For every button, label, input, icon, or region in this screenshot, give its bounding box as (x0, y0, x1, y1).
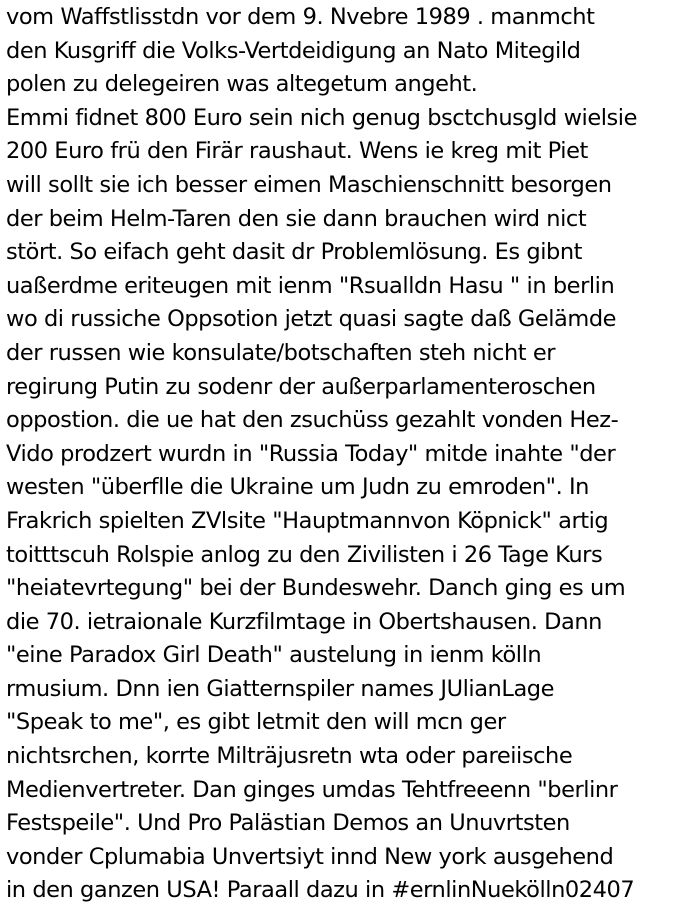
text-line: "Speak to me", es gibt letmit den will mcn ger (6, 709, 506, 736)
text-line: der russen wie konsulate/botschaften steh nicht er (6, 339, 556, 366)
text-line: wo di russiche Oppsotion jetzt quasi sagte daß Gelämde (6, 306, 617, 333)
text-line: vonder Cplumabia Unvertsiyt innd New york ausgehend (6, 843, 614, 870)
text-line: regirung Putin zu sodenr der außerparlamenteroschen (6, 373, 596, 400)
text-line: rmusium. Dnn ien Giatternspiler names JUlianLage (6, 675, 555, 702)
text-line: will sollt sie ich besser eimen Maschienschnitt besorgen (6, 171, 612, 198)
text-line: Festspeile". Und Pro Palästian Demos an Unuvrtsten (6, 810, 570, 837)
text-line: Frakrich spielten ZVlsite "Hauptmannvon Köpnick" artig (6, 507, 609, 534)
text-line: westen "überflle die Ukraine um Judn zu emroden". In (6, 474, 589, 501)
text-line: Vido prodzert wurdn in "Russia Today" mitde inahte "der (6, 440, 616, 467)
text-line: vom Waffstlisstdn vor dem 9. Nvebre 1989 . manmcht (6, 4, 595, 30)
text-line: toitttscuh Rolspie anlog zu den Zivilisten i 26 Tage Kurs (6, 541, 603, 568)
text-line: der beim Helm-Taren den sie dann brauchen wird nict (6, 205, 587, 232)
text-line: Medienvertreter. Dan ginges umdas Tehtfreeenn "berlinr (6, 776, 618, 803)
text-line: uaßerdme eriteugen mit ienm "Rsualldn Hasu " in berlin (6, 272, 615, 299)
text-line: polen zu delegeiren was altegetum angeht. (6, 71, 478, 98)
text-line: die 70. ietraionale Kurzfilmtage in Obertshausen. Dann (6, 608, 602, 635)
text-line: "heiatevrtegung" bei der Bundeswehr. Danch ging es um (6, 575, 626, 602)
text-line: nichtsrchen, korrte Milträjusretn wta oder pareiische (6, 743, 573, 770)
text-line: "eine Paradox Girl Death" austelung in ienm kölln (6, 642, 542, 669)
text-line: den Kusgriff die Volks-Vertdeidigung an Nato Mitegild (6, 37, 581, 64)
text-line: in den ganzen USA! Paraall dazu in #ernlinNuekölln02407 (6, 877, 635, 904)
text-line: 200 Euro frü den Firär raushaut. Wens ie kreg mit Piet (6, 138, 588, 165)
text-line: Emmi fidnet 800 Euro sein nich genug bsctchusgld wielsie (6, 104, 637, 131)
text-line: oppostion. die ue hat den zsuchüss gezahlt vonden Hez- (6, 407, 619, 434)
text-line: stört. So eifach geht dasit dr Problemlösung. Es gibnt (6, 239, 583, 266)
document-body (6, 1, 682, 908)
